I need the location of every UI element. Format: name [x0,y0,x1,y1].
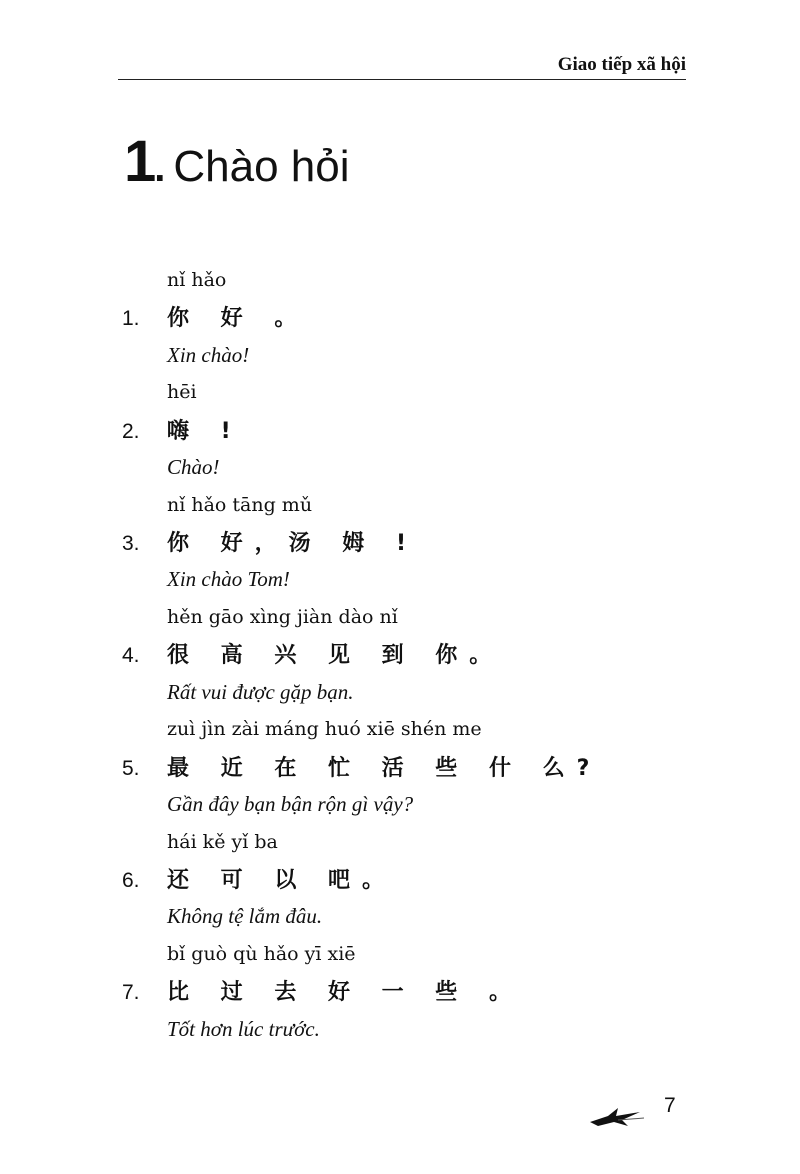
phrase-entry [122,487,722,599]
running-header: Giao tiếp xã hội [557,54,686,75]
phrase-entry [122,936,722,1048]
chinese-text: 你 好，汤 姆 ! [167,530,419,556]
vietnamese-translation: Không tệ lắm đâu. [167,904,323,929]
phrase-entry [122,262,722,374]
entry-number: 7. [122,981,140,1005]
entry-number: 4. [122,644,140,668]
chinese-line [122,973,722,1010]
pinyin-line: hēi [167,381,197,404]
entry-number: 1. [122,307,140,331]
entry-number: 2. [122,419,140,443]
vietnamese-translation: Gần đây bạn bận rộn gì vậy? [167,791,414,816]
bird-ornament-icon [588,1100,648,1130]
chinese-text: 最 近 在 忙 活 些 什 么? [167,755,602,781]
chinese-text: 很 高 兴 见 到 你。 [167,643,504,669]
chinese-text: 你 好 。 [167,306,309,332]
pinyin-line: nǐ hǎo tāng mǔ [167,493,313,516]
pinyin-line: zuì jìn zài máng huó xiē shén me [167,718,482,741]
phrase-entry [122,599,722,711]
chinese-text: 嗨 ! [167,418,243,444]
header-rule [118,79,686,80]
entry-number: 6. [122,868,140,892]
phrase-entry [122,824,722,936]
pinyin-line: hái kě yǐ ba [167,830,278,853]
chapter-title: Chào hỏi [173,142,350,191]
page-number: 7 [664,1094,676,1117]
chinese-line [122,749,722,786]
chinese-line [122,861,722,898]
entry-number: 5. [122,756,140,780]
vietnamese-translation: Rất vui được gặp bạn. [167,679,354,704]
chinese-text: 还 可 以 吧。 [167,867,396,893]
chinese-line [122,524,722,561]
chinese-line [122,299,722,336]
phrase-entry [122,711,722,823]
chapter-heading [124,128,350,195]
pinyin-line: bǐ guò qù hǎo yī xiē [167,942,356,965]
vietnamese-translation: Xin chào! [167,342,250,367]
chinese-text: 比 过 去 好 一 些 。 [167,980,523,1006]
phrase-entry [122,374,722,486]
pinyin-line: hěn gāo xìng jiàn dào nǐ [167,605,398,628]
chapter-number: 1 [124,129,155,194]
vietnamese-translation: Xin chào Tom! [167,567,290,592]
vietnamese-translation: Chào! [167,455,220,480]
entry-number: 3. [122,531,140,555]
pinyin-line: nǐ hǎo [167,269,227,291]
chinese-line [122,412,722,449]
chinese-line [122,636,722,673]
vietnamese-translation: Tốt hơn lúc trước. [167,1016,320,1041]
chapter-dot: . [154,146,166,190]
